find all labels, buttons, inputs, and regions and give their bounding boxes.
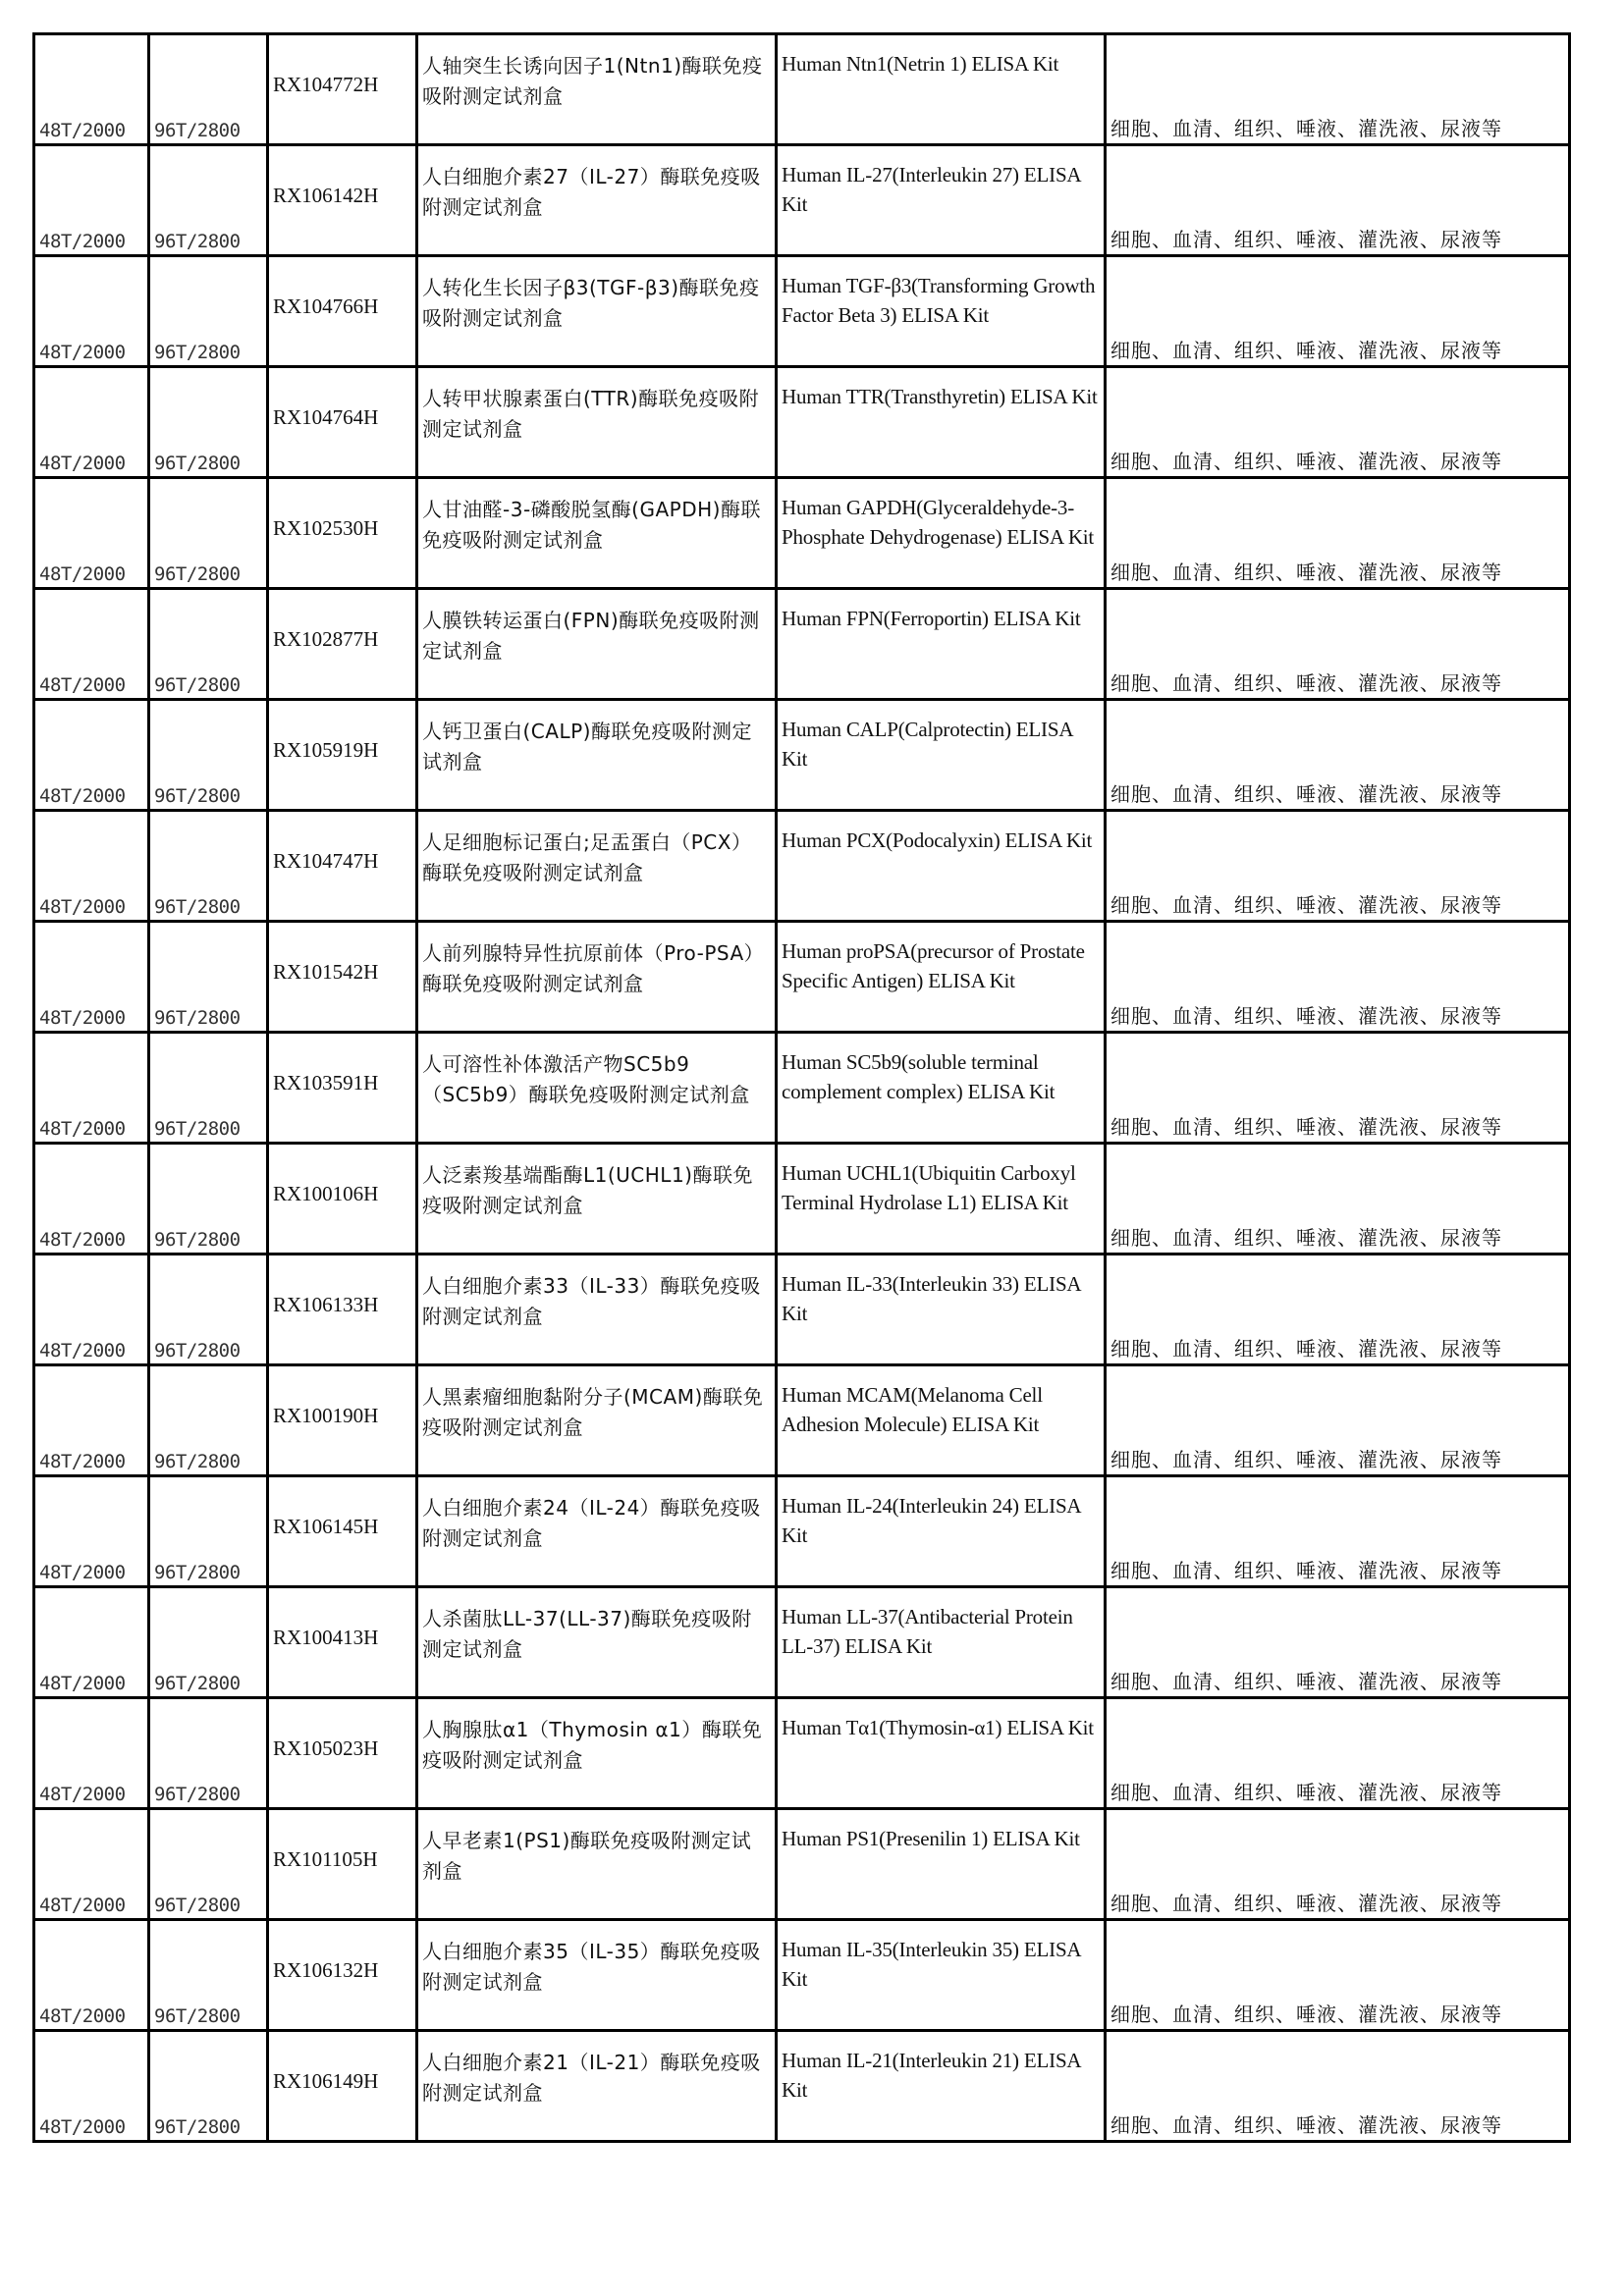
catalog-number: RX106142H — [273, 184, 379, 207]
large-pack-price-cell — [149, 1365, 268, 1476]
large-pack-price-cell — [149, 1809, 268, 1920]
sample-types: 细胞、血清、组织、唾液、灌洗液、尿液等 — [1110, 1559, 1502, 1582]
english-name-cell — [777, 34, 1106, 145]
small-pack-price: 48T/2000 — [39, 1340, 126, 1362]
catalog-number-cell — [268, 1476, 417, 1587]
large-pack-price-cell — [149, 34, 268, 145]
sample-type-cell — [1106, 1476, 1570, 1587]
large-pack-price: 96T/2800 — [154, 120, 241, 141]
sample-types: 细胞、血清、组织、唾液、灌洗液、尿液等 — [1110, 2002, 1502, 2026]
large-pack-price-cell — [149, 1920, 268, 2031]
sample-types: 细胞、血清、组织、唾液、灌洗液、尿液等 — [1110, 561, 1502, 584]
catalog-number-cell — [268, 1144, 417, 1255]
sample-types: 细胞、血清、组织、唾液、灌洗液、尿液等 — [1110, 1448, 1502, 1471]
small-pack-price: 48T/2000 — [39, 1007, 126, 1029]
large-pack-price-cell — [149, 2031, 268, 2142]
catalog-number: RX105023H — [273, 1736, 379, 1760]
small-pack-price: 48T/2000 — [39, 785, 126, 807]
small-pack-price: 48T/2000 — [39, 1895, 126, 1916]
small-pack-price-cell — [34, 34, 149, 145]
large-pack-price: 96T/2800 — [154, 674, 241, 696]
product-name-chinese: 人足细胞标记蛋白;足盂蛋白（PCX）酶联免疫吸附测定试剂盒 — [422, 830, 752, 884]
catalog-number: RX103591H — [273, 1071, 379, 1095]
catalog-number-cell — [268, 811, 417, 922]
small-pack-price-cell — [34, 2031, 149, 2142]
small-pack-price: 48T/2000 — [39, 342, 126, 363]
product-name-english: Human UCHL1(Ubiquitin Carboxyl Terminal Hydrolase L1) ELISA Kit — [782, 1161, 1076, 1214]
small-pack-price: 48T/2000 — [39, 453, 126, 474]
document-page — [32, 32, 1571, 2143]
catalog-number-cell — [268, 34, 417, 145]
small-pack-price-cell — [34, 1144, 149, 1255]
catalog-number-cell — [268, 1365, 417, 1476]
small-pack-price-cell — [34, 922, 149, 1033]
large-pack-price: 96T/2800 — [154, 1118, 241, 1140]
catalog-number-cell — [268, 1920, 417, 2031]
sample-types: 细胞、血清、组织、唾液、灌洗液、尿液等 — [1110, 228, 1502, 251]
catalog-number-cell — [268, 256, 417, 367]
catalog-number: RX100413H — [273, 1626, 379, 1649]
sample-types: 细胞、血清、组织、唾液、灌洗液、尿液等 — [1110, 2113, 1502, 2137]
large-pack-price-cell — [149, 922, 268, 1033]
large-pack-price: 96T/2800 — [154, 1007, 241, 1029]
table-row — [34, 589, 1570, 700]
large-pack-price: 96T/2800 — [154, 896, 241, 918]
english-name-cell — [777, 478, 1106, 589]
sample-types: 细胞、血清、组织、唾液、灌洗液、尿液等 — [1110, 1337, 1502, 1361]
sample-types: 细胞、血清、组织、唾液、灌洗液、尿液等 — [1110, 1892, 1502, 1915]
catalog-number-cell — [268, 1033, 417, 1144]
table-row — [34, 700, 1570, 811]
table-row — [34, 1255, 1570, 1365]
product-name-chinese: 人可溶性补体激活产物SC5b9（SC5b9）酶联免疫吸附测定试剂盒 — [422, 1052, 750, 1106]
catalog-number: RX106133H — [273, 1293, 379, 1316]
table-body — [34, 34, 1570, 2142]
chinese-name-cell — [417, 922, 777, 1033]
small-pack-price-cell — [34, 1920, 149, 2031]
table-row — [34, 1920, 1570, 2031]
english-name-cell — [777, 1698, 1106, 1809]
product-name-english: Human Tα1(Thymosin-α1) ELISA Kit — [782, 1716, 1094, 1739]
table-row — [34, 2031, 1570, 2142]
table-row — [34, 811, 1570, 922]
catalog-number-cell — [268, 478, 417, 589]
small-pack-price: 48T/2000 — [39, 1229, 126, 1251]
small-pack-price: 48T/2000 — [39, 674, 126, 696]
catalog-number-cell — [268, 1809, 417, 1920]
chinese-name-cell — [417, 1809, 777, 1920]
small-pack-price-cell — [34, 1587, 149, 1698]
catalog-number: RX105919H — [273, 738, 379, 762]
english-name-cell — [777, 1920, 1106, 2031]
sample-type-cell — [1106, 1809, 1570, 1920]
table-row — [34, 1365, 1570, 1476]
english-name-cell — [777, 2031, 1106, 2142]
small-pack-price-cell — [34, 1476, 149, 1587]
chinese-name-cell — [417, 1476, 777, 1587]
product-name-chinese: 人转化生长因子β3(TGF-β3)酶联免疫吸附测定试剂盒 — [422, 276, 760, 330]
catalog-number: RX104747H — [273, 849, 379, 873]
table-row — [34, 1033, 1570, 1144]
sample-type-cell — [1106, 700, 1570, 811]
table-row — [34, 34, 1570, 145]
catalog-number: RX102530H — [273, 516, 379, 540]
sample-type-cell — [1106, 811, 1570, 922]
large-pack-price: 96T/2800 — [154, 231, 241, 252]
catalog-number: RX106149H — [273, 2069, 379, 2093]
sample-type-cell — [1106, 1920, 1570, 2031]
large-pack-price: 96T/2800 — [154, 1340, 241, 1362]
sample-types: 细胞、血清、组织、唾液、灌洗液、尿液等 — [1110, 117, 1502, 140]
chinese-name-cell — [417, 1920, 777, 2031]
table-row — [34, 1698, 1570, 1809]
sample-type-cell — [1106, 1587, 1570, 1698]
product-name-chinese: 人轴突生长诱向因子1(Ntn1)酶联免疫吸附测定试剂盒 — [422, 54, 763, 108]
product-name-english: Human IL-27(Interleukin 27) ELISA Kit — [782, 163, 1081, 216]
catalog-number-cell — [268, 367, 417, 478]
small-pack-price-cell — [34, 367, 149, 478]
product-name-english: Human IL-33(Interleukin 33) ELISA Kit — [782, 1272, 1081, 1325]
catalog-number: RX104772H — [273, 73, 379, 96]
catalog-number-cell — [268, 1698, 417, 1809]
catalog-number-cell — [268, 589, 417, 700]
product-name-english: Human proPSA(precursor of Prostate Specific Antigen) ELISA Kit — [782, 939, 1085, 992]
elisa-kit-table — [32, 32, 1571, 2143]
catalog-number: RX104766H — [273, 294, 379, 318]
small-pack-price-cell — [34, 1809, 149, 1920]
english-name-cell — [777, 256, 1106, 367]
small-pack-price: 48T/2000 — [39, 1562, 126, 1583]
product-name-chinese: 人前列腺特异性抗原前体（Pro-PSA）酶联免疫吸附测定试剂盒 — [422, 941, 765, 995]
product-name-chinese: 人白细胞介素21（IL-21）酶联免疫吸附测定试剂盒 — [422, 2051, 761, 2105]
chinese-name-cell — [417, 1255, 777, 1365]
large-pack-price-cell — [149, 367, 268, 478]
product-name-english: Human IL-21(Interleukin 21) ELISA Kit — [782, 2049, 1081, 2102]
sample-types: 细胞、血清、组织、唾液、灌洗液、尿液等 — [1110, 1115, 1502, 1139]
table-row — [34, 1809, 1570, 1920]
product-name-english: Human IL-35(Interleukin 35) ELISA Kit — [782, 1938, 1081, 1991]
product-name-english: Human FPN(Ferroportin) ELISA Kit — [782, 607, 1081, 630]
large-pack-price: 96T/2800 — [154, 342, 241, 363]
small-pack-price: 48T/2000 — [39, 1451, 126, 1472]
small-pack-price: 48T/2000 — [39, 563, 126, 585]
small-pack-price: 48T/2000 — [39, 231, 126, 252]
catalog-number: RX101542H — [273, 960, 379, 984]
table-row — [34, 145, 1570, 256]
english-name-cell — [777, 700, 1106, 811]
small-pack-price-cell — [34, 1255, 149, 1365]
small-pack-price: 48T/2000 — [39, 1784, 126, 1805]
sample-type-cell — [1106, 145, 1570, 256]
sample-type-cell — [1106, 256, 1570, 367]
small-pack-price-cell — [34, 811, 149, 922]
large-pack-price: 96T/2800 — [154, 2116, 241, 2138]
chinese-name-cell — [417, 700, 777, 811]
product-name-english: Human TGF-β3(Transforming Growth Factor Beta 3) ELISA Kit — [782, 274, 1096, 327]
chinese-name-cell — [417, 478, 777, 589]
table-row — [34, 922, 1570, 1033]
sample-type-cell — [1106, 1698, 1570, 1809]
small-pack-price-cell — [34, 589, 149, 700]
chinese-name-cell — [417, 811, 777, 922]
product-name-english: Human MCAM(Melanoma Cell Adhesion Molecule) ELISA Kit — [782, 1383, 1043, 1436]
english-name-cell — [777, 1144, 1106, 1255]
english-name-cell — [777, 145, 1106, 256]
large-pack-price-cell — [149, 1476, 268, 1587]
large-pack-price-cell — [149, 1255, 268, 1365]
large-pack-price: 96T/2800 — [154, 1895, 241, 1916]
english-name-cell — [777, 811, 1106, 922]
product-name-english: Human PS1(Presenilin 1) ELISA Kit — [782, 1827, 1080, 1850]
catalog-number: RX104764H — [273, 405, 379, 429]
small-pack-price-cell — [34, 1698, 149, 1809]
sample-type-cell — [1106, 1033, 1570, 1144]
product-name-chinese: 人白细胞介素33（IL-33）酶联免疫吸附测定试剂盒 — [422, 1274, 761, 1328]
large-pack-price: 96T/2800 — [154, 1673, 241, 1694]
chinese-name-cell — [417, 1033, 777, 1144]
sample-types: 细胞、血清、组织、唾液、灌洗液、尿液等 — [1110, 893, 1502, 917]
small-pack-price-cell — [34, 145, 149, 256]
large-pack-price-cell — [149, 1587, 268, 1698]
catalog-number-cell — [268, 1255, 417, 1365]
table-row — [34, 1476, 1570, 1587]
table-row — [34, 1587, 1570, 1698]
large-pack-price: 96T/2800 — [154, 1784, 241, 1805]
chinese-name-cell — [417, 145, 777, 256]
catalog-number-cell — [268, 700, 417, 811]
sample-types: 细胞、血清、组织、唾液、灌洗液、尿液等 — [1110, 450, 1502, 473]
catalog-number-cell — [268, 922, 417, 1033]
english-name-cell — [777, 1809, 1106, 1920]
chinese-name-cell — [417, 2031, 777, 2142]
sample-type-cell — [1106, 367, 1570, 478]
catalog-number-cell — [268, 1587, 417, 1698]
large-pack-price-cell — [149, 589, 268, 700]
chinese-name-cell — [417, 1698, 777, 1809]
large-pack-price: 96T/2800 — [154, 1562, 241, 1583]
small-pack-price: 48T/2000 — [39, 1118, 126, 1140]
large-pack-price: 96T/2800 — [154, 2005, 241, 2027]
product-name-chinese: 人早老素1(PS1)酶联免疫吸附测定试剂盒 — [422, 1829, 752, 1883]
large-pack-price: 96T/2800 — [154, 453, 241, 474]
product-name-chinese: 人泛素羧基端酯酶L1(UCHL1)酶联免疫吸附测定试剂盒 — [422, 1163, 753, 1217]
sample-type-cell — [1106, 1255, 1570, 1365]
product-name-english: Human GAPDH(Glyceraldehyde-3-Phosphate Dehydrogenase) ELISA Kit — [782, 496, 1095, 549]
small-pack-price: 48T/2000 — [39, 896, 126, 918]
large-pack-price-cell — [149, 1033, 268, 1144]
chinese-name-cell — [417, 256, 777, 367]
large-pack-price-cell — [149, 1144, 268, 1255]
english-name-cell — [777, 1476, 1106, 1587]
chinese-name-cell — [417, 1144, 777, 1255]
table-row — [34, 478, 1570, 589]
product-name-english: Human PCX(Podocalyxin) ELISA Kit — [782, 828, 1093, 852]
product-name-chinese: 人钙卫蛋白(CALP)酶联免疫吸附测定试剂盒 — [422, 720, 752, 774]
catalog-number: RX101105H — [273, 1847, 378, 1871]
small-pack-price-cell — [34, 478, 149, 589]
catalog-number-cell — [268, 2031, 417, 2142]
large-pack-price-cell — [149, 811, 268, 922]
product-name-chinese: 人甘油醛-3-磷酸脱氢酶(GAPDH)酶联免疫吸附测定试剂盒 — [422, 498, 761, 552]
product-name-english: Human LL-37(Antibacterial Protein LL-37) ELISA Kit — [782, 1605, 1073, 1658]
large-pack-price-cell — [149, 700, 268, 811]
sample-types: 细胞、血清、组织、唾液、灌洗液、尿液等 — [1110, 782, 1502, 806]
large-pack-price: 96T/2800 — [154, 1229, 241, 1251]
small-pack-price: 48T/2000 — [39, 120, 126, 141]
table-row — [34, 367, 1570, 478]
sample-type-cell — [1106, 478, 1570, 589]
small-pack-price: 48T/2000 — [39, 2116, 126, 2138]
product-name-english: Human TTR(Transthyretin) ELISA Kit — [782, 385, 1098, 408]
small-pack-price-cell — [34, 1033, 149, 1144]
product-name-chinese: 人杀菌肽LL-37(LL-37)酶联免疫吸附测定试剂盒 — [422, 1607, 752, 1661]
large-pack-price-cell — [149, 145, 268, 256]
product-name-chinese: 人胸腺肽α1（Thymosin α1）酶联免疫吸附测定试剂盒 — [422, 1718, 763, 1772]
large-pack-price-cell — [149, 478, 268, 589]
sample-type-cell — [1106, 2031, 1570, 2142]
chinese-name-cell — [417, 589, 777, 700]
sample-type-cell — [1106, 1144, 1570, 1255]
chinese-name-cell — [417, 1587, 777, 1698]
chinese-name-cell — [417, 34, 777, 145]
english-name-cell — [777, 1587, 1106, 1698]
catalog-number: RX100190H — [273, 1404, 379, 1427]
small-pack-price-cell — [34, 1365, 149, 1476]
sample-types: 细胞、血清、组织、唾液、灌洗液、尿液等 — [1110, 1226, 1502, 1250]
product-name-english: Human SC5b9(soluble terminal complement complex) ELISA Kit — [782, 1050, 1056, 1103]
catalog-number: RX100106H — [273, 1182, 379, 1205]
product-name-chinese: 人膜铁转运蛋白(FPN)酶联免疫吸附测定试剂盒 — [422, 609, 760, 663]
sample-type-cell — [1106, 589, 1570, 700]
small-pack-price-cell — [34, 700, 149, 811]
large-pack-price: 96T/2800 — [154, 1451, 241, 1472]
product-name-chinese: 人转甲状腺素蛋白(TTR)酶联免疫吸附测定试剂盒 — [422, 387, 760, 441]
product-name-chinese: 人黑素瘤细胞黏附分子(MCAM)酶联免疫吸附测定试剂盒 — [422, 1385, 764, 1439]
large-pack-price: 96T/2800 — [154, 785, 241, 807]
catalog-number: RX102877H — [273, 627, 379, 651]
catalog-number-cell — [268, 145, 417, 256]
sample-type-cell — [1106, 922, 1570, 1033]
product-name-chinese: 人白细胞介素24（IL-24）酶联免疫吸附测定试剂盒 — [422, 1496, 761, 1550]
catalog-number: RX106132H — [273, 1958, 379, 1982]
product-name-chinese: 人白细胞介素27（IL-27）酶联免疫吸附测定试剂盒 — [422, 165, 761, 219]
english-name-cell — [777, 1255, 1106, 1365]
product-name-english: Human IL-24(Interleukin 24) ELISA Kit — [782, 1494, 1081, 1547]
product-name-english: Human CALP(Calprotectin) ELISA Kit — [782, 718, 1073, 771]
english-name-cell — [777, 922, 1106, 1033]
large-pack-price: 96T/2800 — [154, 563, 241, 585]
small-pack-price: 48T/2000 — [39, 1673, 126, 1694]
sample-types: 细胞、血清、组织、唾液、灌洗液、尿液等 — [1110, 671, 1502, 695]
chinese-name-cell — [417, 367, 777, 478]
small-pack-price-cell — [34, 256, 149, 367]
table-row — [34, 256, 1570, 367]
english-name-cell — [777, 1365, 1106, 1476]
english-name-cell — [777, 367, 1106, 478]
large-pack-price-cell — [149, 256, 268, 367]
catalog-number: RX106145H — [273, 1515, 379, 1538]
large-pack-price-cell — [149, 1698, 268, 1809]
english-name-cell — [777, 1033, 1106, 1144]
sample-type-cell — [1106, 34, 1570, 145]
sample-types: 细胞、血清、组织、唾液、灌洗液、尿液等 — [1110, 1004, 1502, 1028]
english-name-cell — [777, 589, 1106, 700]
chinese-name-cell — [417, 1365, 777, 1476]
sample-types: 细胞、血清、组织、唾液、灌洗液、尿液等 — [1110, 1781, 1502, 1804]
product-name-chinese: 人白细胞介素35（IL-35）酶联免疫吸附测定试剂盒 — [422, 1940, 761, 1994]
sample-types: 细胞、血清、组织、唾液、灌洗液、尿液等 — [1110, 1670, 1502, 1693]
table-row — [34, 1144, 1570, 1255]
small-pack-price: 48T/2000 — [39, 2005, 126, 2027]
sample-type-cell — [1106, 1365, 1570, 1476]
sample-types: 细胞、血清、组织、唾液、灌洗液、尿液等 — [1110, 339, 1502, 362]
product-name-english: Human Ntn1(Netrin 1) ELISA Kit — [782, 52, 1059, 76]
